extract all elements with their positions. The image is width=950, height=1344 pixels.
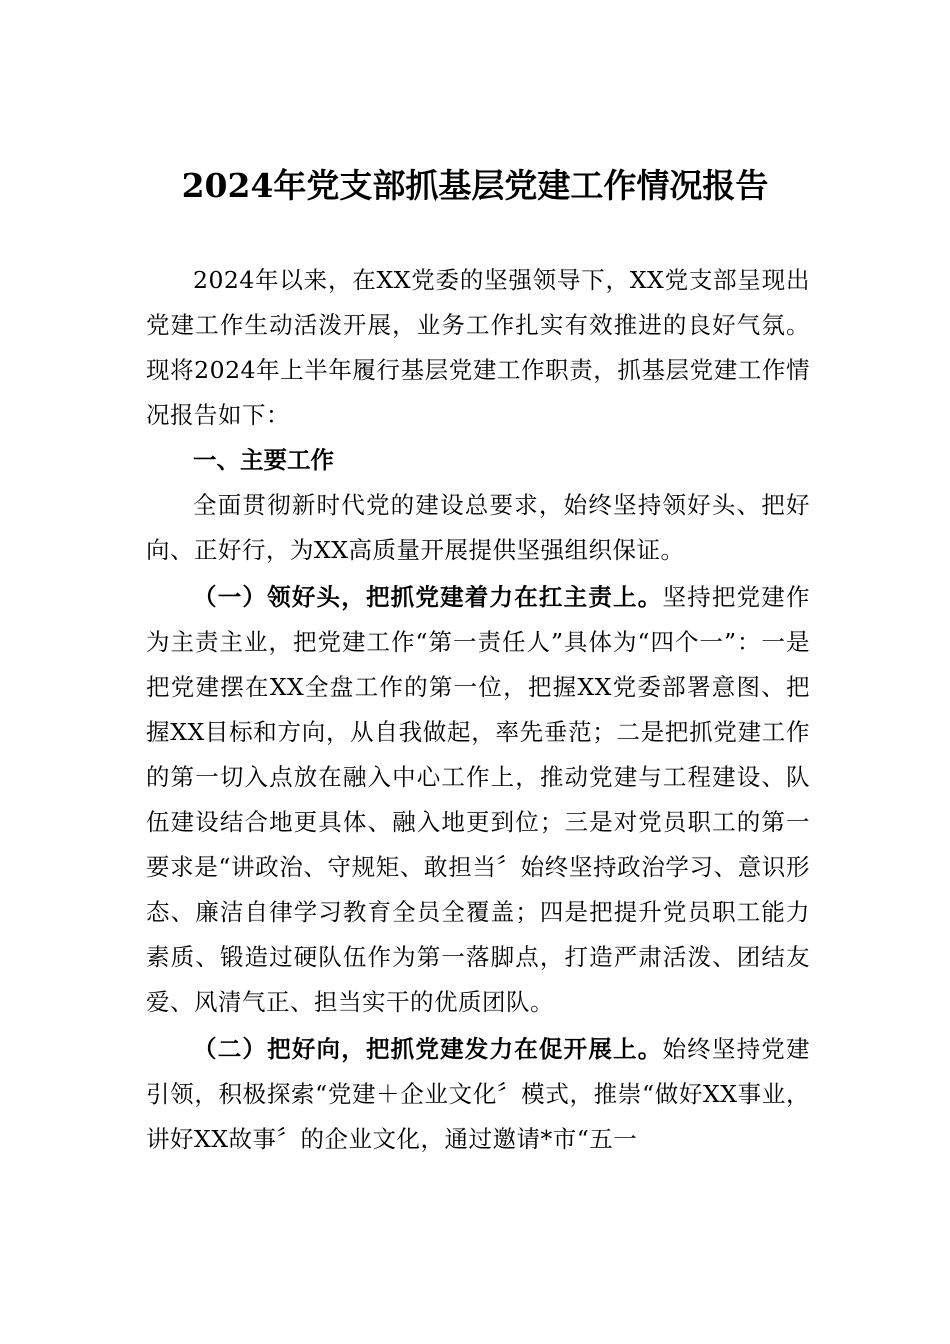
item-lead-1: （一）领好头，把抓党建着力在扛主责上。 [193, 583, 663, 611]
section-summary-paragraph: 全面贯彻新时代党的建设总要求，始终坚持领好头、把好向、正好行，为XX高质量开展提供坚强组织保证。 [146, 491, 810, 564]
intro-paragraph: 2024年以来，在XX党委的坚强领导下，XX党支部呈现出党建工作生动活泼开展，业务工作扎实有效推进的良好气氛。现将2024年上半年履行基层党建工作职责，抓基层党建工作情况报告如下： [146, 266, 810, 429]
document-body [146, 258, 810, 1162]
item-text-2: 始终坚持党建引领，积极探索“党建＋企业文化〞模式，推崇“做好XX事业，讲好XX故事〞的企业文化，通过邀请*市“五一 [146, 1035, 811, 1153]
item-paragraph-2 [146, 1027, 810, 1162]
section-heading: 一、主要工作 [193, 446, 334, 474]
item-text-1: 坚持把党建作为主责主业，把党建工作“第一责任人”具体为“四个一”：一是把党建摆在XX全盘工作的第一位，把握XX党委部署意图、把握XX目标和方向，从自我做起，率先垂范；二是把抓党建工作的第一切入点放在融入中心工作上，推动党建与工程建设、队伍建设结合地更具体、融入地更到位；三是对党员职工的第一要求是“讲政治、守规矩、敢担当〞始终坚持政治学习、意识形态、廉洁自律学习教育全员全覆盖；四是把提升党员职工能力素质、锻造过硬队伍作为第一落脚点，打造严肃活泼、团结友爱、风清气正、担当实干的优质团队。 [146, 583, 811, 1016]
item-lead-2: （二）把好向，把抓党建发力在促开展上。 [193, 1035, 663, 1063]
document-title: 2024年党支部抓基层党建工作情况报告 [181, 166, 769, 205]
item-paragraph-1 [146, 575, 810, 1025]
